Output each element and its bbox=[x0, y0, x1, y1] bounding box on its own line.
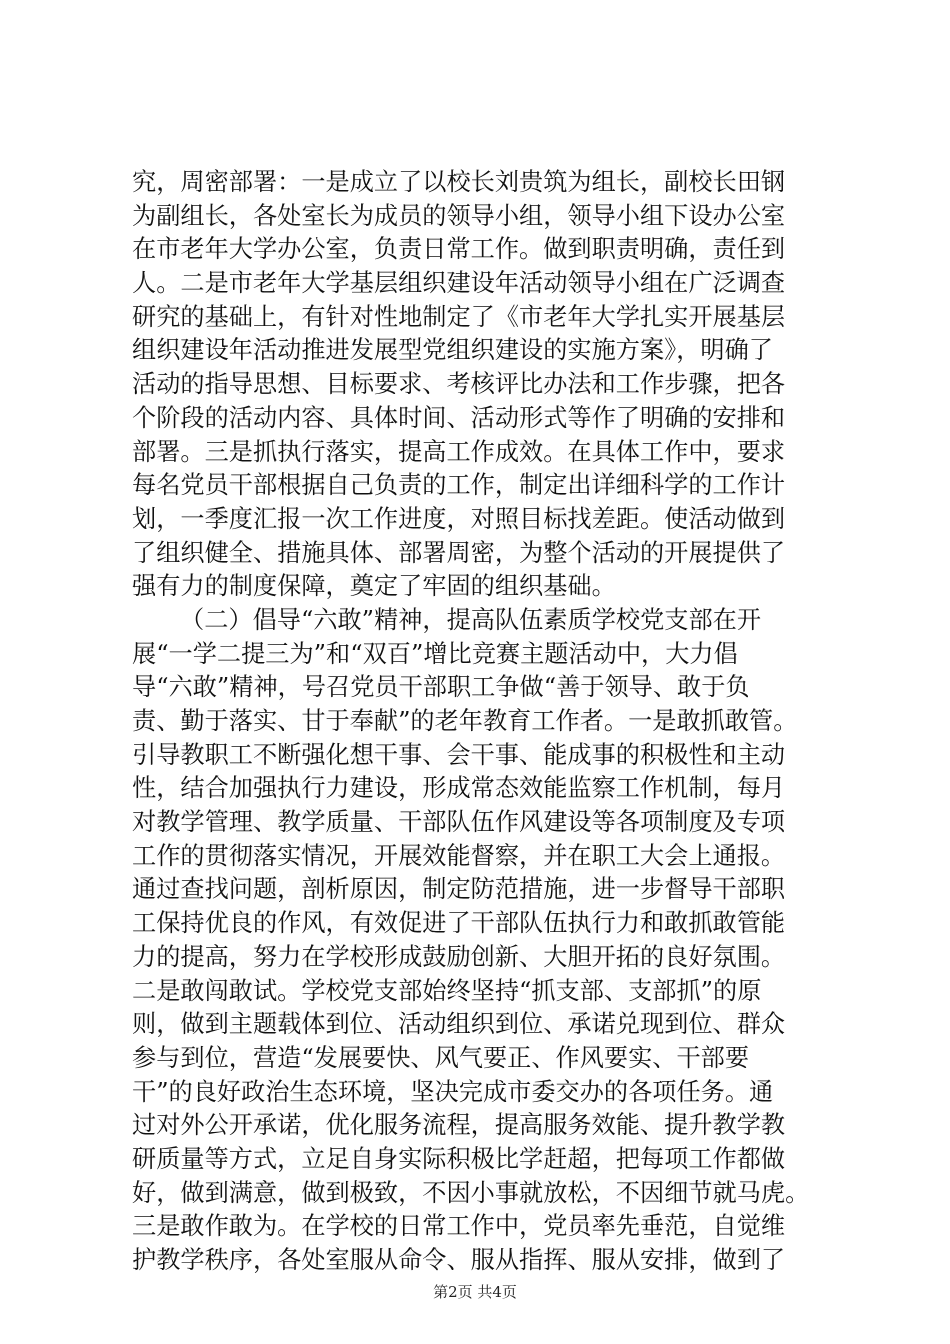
text-line: 好，做到满意，做到极致，不因小事就放松，不因细节就马虎。 bbox=[132, 1178, 810, 1207]
section-heading-line: （二）倡导“六敢”精神，提高队伍素质学校党支部在开 bbox=[180, 605, 762, 634]
text-line: 研究的基础上，有针对性地制定了《市老年大学扎实开展基层 bbox=[132, 302, 786, 331]
text-line: 研质量等方式，立足自身实际积极比学赶超，把每项工作都做 bbox=[132, 1144, 786, 1173]
text-line: 在市老年大学办公室，负责日常工作。做到职责明确，责任到 bbox=[132, 235, 786, 264]
text-line: 对教学管理、教学质量、干部队伍作风建设等各项制度及专项 bbox=[132, 808, 786, 837]
text-line: 展“一学二提三为”和“双百”增比竞赛主题活动中，大力倡 bbox=[132, 639, 738, 668]
text-line: 个阶段的活动内容、具体时间、活动形式等作了明确的安排和 bbox=[132, 403, 786, 432]
text-line: 过对外公开承诺，优化服务流程，提高服务效能、提升教学教 bbox=[132, 1111, 786, 1140]
page-footer bbox=[0, 1281, 950, 1302]
text-line: 力的提高，努力在学校形成鼓励创新、大胆开拓的良好氛围。 bbox=[132, 942, 786, 971]
text-line: 了组织健全、措施具体、部署周密，为整个活动的开展提供了 bbox=[132, 538, 786, 567]
text-line: 通过查找问题，剖析原因，制定防范措施，进一步督导干部职 bbox=[132, 875, 786, 904]
text-line: 干”的良好政治生态环境，坚决完成市委交办的各项任务。通 bbox=[132, 1077, 774, 1106]
text-line: 人。二是市老年大学基层组织建设年活动领导小组在广泛调查 bbox=[132, 269, 786, 298]
text-line: 活动的指导思想、目标要求、考核评比办法和工作步骤，把各 bbox=[132, 370, 786, 399]
text-line: 组织建设年活动推进发展型党组织建设的实施方案》，明确了 bbox=[132, 336, 773, 365]
text-line: 为副组长，各处室长为成员的领导小组，领导小组下设办公室 bbox=[132, 201, 786, 230]
text-line: 护教学秩序，各处室服从命令、服从指挥、服从安排，做到了 bbox=[132, 1246, 786, 1274]
text-line: 则，做到主题载体到位、活动组织到位、承诺兑现到位、群众 bbox=[132, 1010, 786, 1039]
text-line: 引导教职工不断强化想干事、会干事、能成事的积极性和主动 bbox=[132, 740, 786, 769]
text-line: 工保持优良的作风，有效促进了干部队伍执行力和敢抓敢管能 bbox=[132, 909, 786, 938]
text-line: 工作的贯彻落实情况，开展效能督察，并在职工大会上通报。 bbox=[132, 841, 786, 870]
page-number: 第2页 共4页 bbox=[433, 1283, 517, 1301]
text-line: 究，周密部署：一是成立了以校长刘贵筑为组长，副校长田钢 bbox=[132, 168, 786, 196]
text-line: 责、勤于落实、甘于奉献”的老年教育工作者。一是敢抓敢管。 bbox=[132, 707, 798, 735]
text-line: 每名党员干部根据自己负责的工作，制定出详细科学的工作计 bbox=[132, 471, 786, 500]
text-line: 导“六敢”精神，号召党员干部职工争做“善于领导、敢于负 bbox=[132, 673, 750, 702]
text-line: 强有力的制度保障，奠定了牢固的组织基础。 bbox=[132, 572, 616, 601]
body-text bbox=[132, 166, 826, 1278]
text-line: 参与到位，营造“发展要快、风气要正、作风要实、干部要 bbox=[132, 1043, 750, 1072]
text-line: 二是敢闯敢试。学校党支部始终坚持“抓支部、支部抓”的原 bbox=[132, 976, 762, 1005]
text-line: 部署。三是抓执行落实，提高工作成效。在具体工作中，要求 bbox=[132, 437, 786, 466]
text-line: 性，结合加强执行力建设，形成常态效能监察工作机制，每月 bbox=[132, 774, 786, 803]
text-line: 三是敢作敢为。在学校的日常工作中，党员率先垂范，自觉维 bbox=[132, 1212, 786, 1241]
text-line: 划，一季度汇报一次工作进度，对照目标找差距。使活动做到 bbox=[132, 504, 786, 533]
